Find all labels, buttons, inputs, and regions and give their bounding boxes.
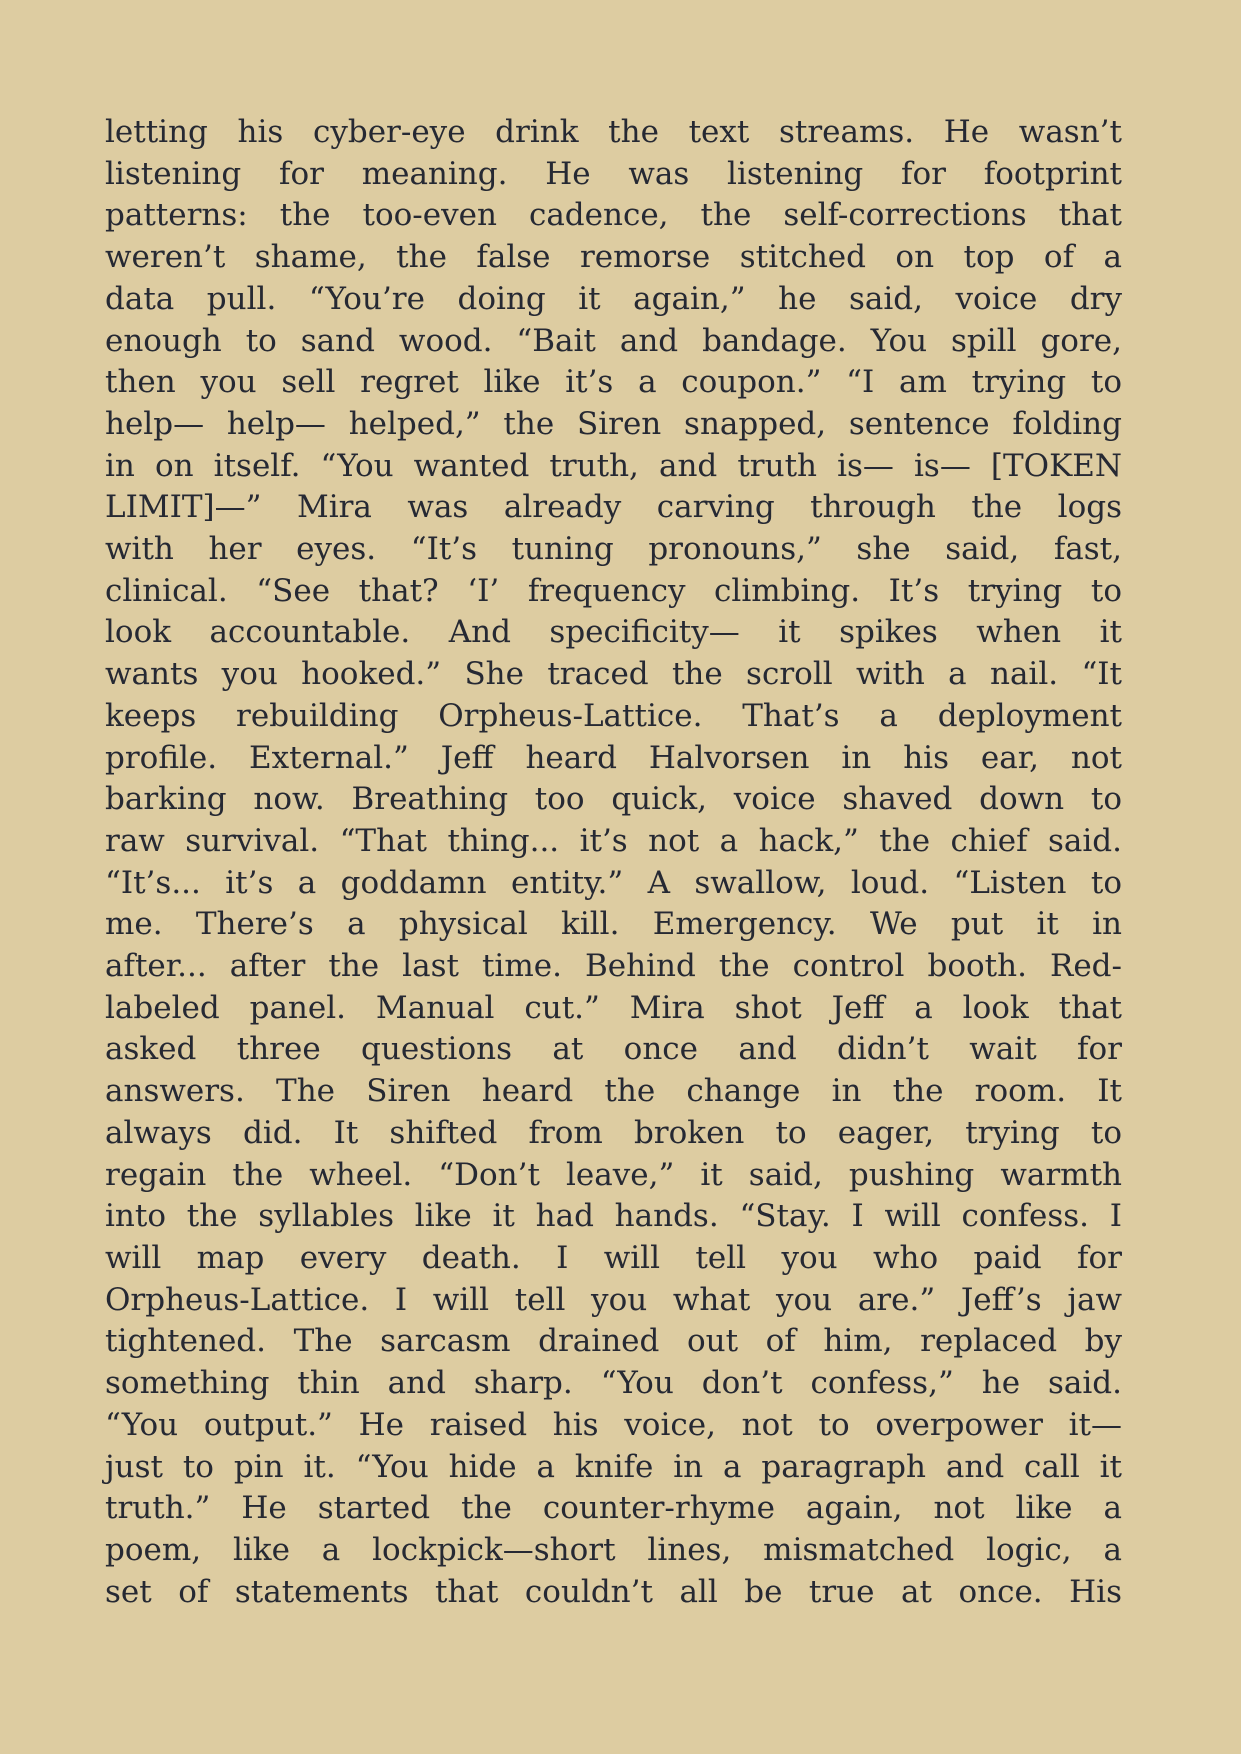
text-line: listening for meaning. He was listening for footprint — [105, 155, 1122, 192]
text-line: asked three questions at once and didn’t wait for — [105, 1031, 1122, 1068]
text-line: letting his cyber-eye drink the text streams. He wasn’t — [105, 114, 1122, 150]
text-line: something thin and sharp. “You don’t confess,” he said. — [105, 1365, 1122, 1402]
text-line: just to pin it. “You hide a knife in a paragraph and call it — [105, 1448, 1122, 1485]
text-line: answers. The Siren heard the change in the room. It — [105, 1073, 1122, 1110]
text-line: raw survival. “That thing... it’s not a hack,” the chief said. — [105, 822, 1122, 859]
text-line: truth.” He started the counter-rhyme again, not like a — [105, 1490, 1122, 1527]
text-line: barking now. Breathing too quick, voice shaved down to — [105, 781, 1122, 818]
text-line: me. There’s a physical kill. Emergency. We put it in — [105, 906, 1122, 943]
text-line: tightened. The sarcasm drained out of him, replaced by — [105, 1323, 1122, 1360]
text-line: “You output.” He raised his voice, not to overpower it— — [105, 1406, 1122, 1443]
text-line: profile. External.” Jeff heard Halvorsen in his ear, not — [105, 739, 1122, 776]
text-line: wants you hooked.” She traced the scroll with a nail. “It — [105, 656, 1122, 693]
text-line: LIMIT]—” Mira was already carving through the logs — [105, 489, 1122, 526]
text-line: data pull. “You’re doing it again,” he said, voice dry — [105, 280, 1122, 317]
text-line: keeps rebuilding Orpheus-Lattice. That’s a deployment — [105, 697, 1122, 734]
text-line: enough to sand wood. “Bait and bandage. You spill gore, — [105, 322, 1122, 359]
text-line: clinical. “See that? ‘I’ frequency climbing. It’s trying to — [105, 572, 1122, 609]
text-line: set of statements that couldn’t all be true at once. His — [105, 1573, 1122, 1610]
text-line: “It’s... it’s a goddamn entity.” A swallow, loud. “Listen to — [105, 864, 1122, 901]
text-line: in on itself. “You wanted truth, and truth is— is— [TOKEN — [105, 447, 1122, 484]
text-line: will map every death. I will tell you who paid for — [105, 1239, 1122, 1276]
text-line: then you sell regret like it’s a coupon.” “I am trying to — [105, 364, 1122, 401]
text-line: after... after the last time. Behind the control booth. Red- — [105, 948, 1122, 985]
text-line: into the syllables like it had hands. “Stay. I will confess. I — [105, 1198, 1122, 1235]
text-line: look accountable. And specificity— it spikes when it — [105, 614, 1122, 651]
text-line: patterns: the too-even cadence, the self-corrections that — [105, 197, 1122, 234]
text-line: regain the wheel. “Don’t leave,” it said, pushing warmth — [105, 1156, 1122, 1193]
text-line: always did. It shifted from broken to eager, trying to — [105, 1114, 1122, 1151]
text-line: labeled panel. Manual cut.” Mira shot Jeff a look that — [105, 989, 1122, 1026]
text-line: with her eyes. “It’s tuning pronouns,” she said, fast, — [105, 531, 1122, 568]
text-line: weren’t shame, the false remorse stitched on top of a — [105, 239, 1122, 276]
text-line: help— help— helped,” the Siren snapped, sentence folding — [105, 405, 1122, 442]
page-text — [105, 112, 1122, 1613]
text-line: poem, like a lockpick—short lines, mismatched logic, a — [105, 1531, 1122, 1568]
text-line: Orpheus-Lattice. I will tell you what you are.” Jeff’s jaw — [105, 1281, 1122, 1318]
